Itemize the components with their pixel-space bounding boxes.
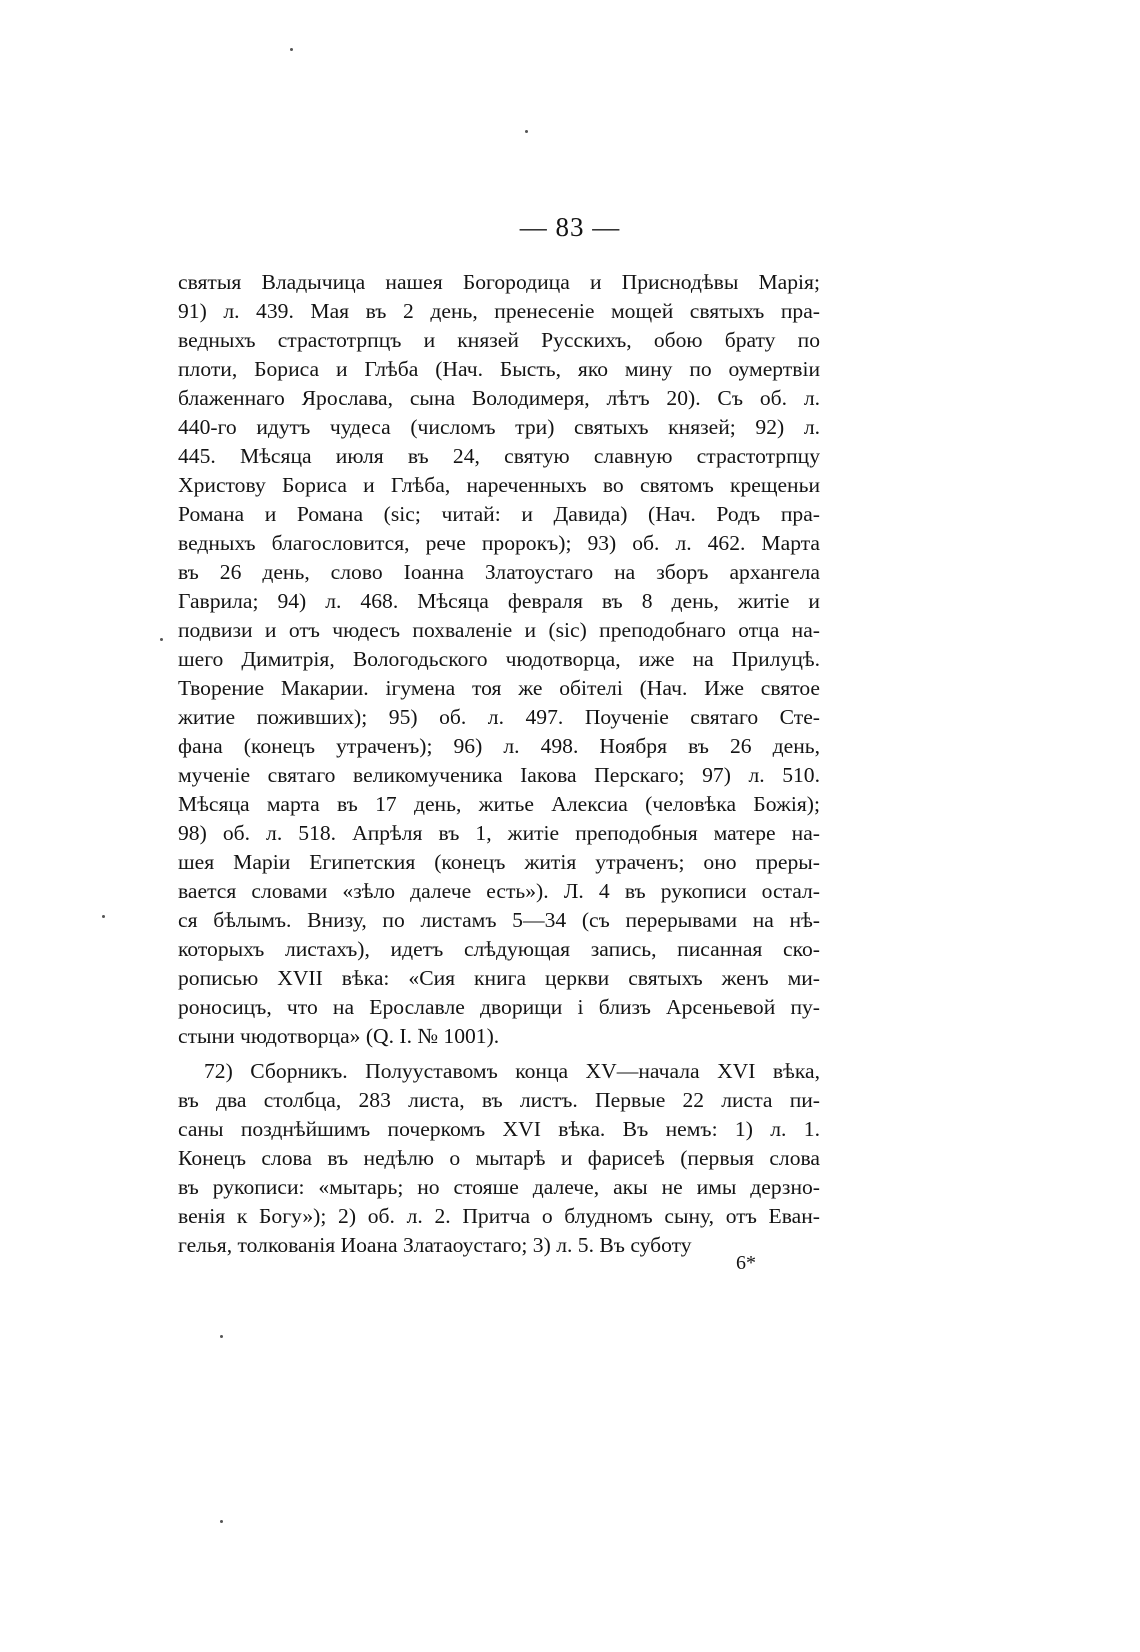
text-line: житие поживших); 95) об. л. 497. Поученіе святаго Сте- — [178, 705, 820, 729]
text-line: Конецъ слова въ недѣлю о мытарѣ и фарисеѣ (первыя слова — [178, 1146, 820, 1170]
text-line: венія к Богу»); 2) об. л. 2. Притча о блудномъ сыну, отъ Еван- — [178, 1204, 820, 1228]
text-line: въ рукописи: «мытарь; но стояше далече, акы не имы дерзно- — [178, 1175, 820, 1199]
text-line: шея Маріи Египетския (конецъ житія утраченъ; оно преры- — [178, 850, 820, 874]
text-line: Творение Макарии. ігумена тоя же обітелі (Нач. Иже святое — [178, 676, 820, 700]
text-line: вается словами «зѣло далече есть»). Л. 4 въ рукописи остал- — [178, 879, 820, 903]
text-line: роносицъ, что на Ерославле дворищи і близъ Арсеньевой пу- — [178, 995, 820, 1019]
text-line: ведныхъ благословится, рече пророкъ); 93) об. л. 462. Марта — [178, 531, 820, 555]
text-line: шего Димитрія, Вологодьского чюдотворца, иже на Прилуцѣ. — [178, 647, 820, 671]
text-line: которыхъ листахъ), идетъ слѣдующая запись, писанная ско- — [178, 937, 820, 961]
scan-speck — [102, 915, 105, 918]
text-line: мученіе святаго великомученика Іакова Перскаго; 97) л. 510. — [178, 763, 820, 787]
text-line: 440-го идутъ чудеса (числомъ три) святыхъ князей; 92) л. — [178, 415, 820, 439]
text-line: въ два столбца, 283 листа, въ листъ. Первые 22 листа пи- — [178, 1088, 820, 1112]
text-line: плоти, Бориса и Глѣба (Нач. Бысть, яко мину по оумертвіи — [178, 357, 820, 381]
text-line: 98) об. л. 518. Апрѣля въ 1, житіе преподобныя матере на- — [178, 821, 820, 845]
text-line: блаженнаго Ярослава, сына Володимеря, лѣтъ 20). Съ об. л. — [178, 386, 820, 410]
text-line: фана (конецъ утраченъ); 96) л. 498. Ноября въ 26 день, — [178, 734, 820, 758]
text-line: Мѣсяца марта въ 17 день, житье Алексиа (человѣка Божія); — [178, 792, 820, 816]
text-line: ведныхъ страстотрпцъ и князей Русскихъ, обою брату по — [178, 328, 820, 352]
body-text — [178, 268, 820, 1260]
text-line: саны позднѣйшимъ почеркомъ XVI вѣка. Въ немъ: 1) л. 1. — [178, 1117, 820, 1141]
text-line: Христову Бориса и Глѣба, нареченныхъ во святомъ крещеньи — [178, 473, 820, 497]
text-line: въ 26 день, слово Іоанна Златоустаго на зборъ архангела — [178, 560, 820, 584]
scan-speck — [160, 638, 163, 641]
page-number: — 83 — — [519, 212, 621, 242]
text-line: 91) л. 439. Мая въ 2 день, пренесеніе мощей святыхъ пра- — [178, 299, 820, 323]
text-line: Романа и Романа (sic; читай: и Давида) (Нач. Родъ пра- — [178, 502, 820, 526]
scan-speck — [220, 1335, 223, 1338]
scan-speck — [220, 1520, 223, 1523]
signature-mark: 6* — [736, 1252, 756, 1274]
text-line: Гаврила; 94) л. 468. Мѣсяца февраля въ 8 день, житіе и — [178, 589, 820, 613]
scan-speck — [290, 48, 293, 51]
paragraph-1 — [178, 268, 820, 1051]
text-line: рописью XVII вѣка: «Сия книга церкви святыхъ женъ ми- — [178, 966, 820, 990]
text-line: гелья, толкованія Иоана Златаоустаго; 3) л. 5. Въ суботу — [178, 1233, 692, 1257]
text-line: 445. Мѣсяца июля въ 24, святую славную страстотрпцу — [178, 444, 820, 468]
scan-speck — [525, 130, 528, 133]
text-line: ся бѣлымъ. Внизу, по листамъ 5—34 (съ перерывами на нѣ- — [178, 908, 820, 932]
text-line: святыя Владычица нашея Богородица и Приснодѣвы Марія; — [178, 270, 820, 294]
paragraph-2 — [178, 1057, 820, 1260]
text-line: стыни чюдотворца» (Q. I. № 1001). — [178, 1024, 500, 1048]
text-line: 72) Сборникъ. Полууставомъ конца XV—начала XVI вѣка, — [204, 1059, 820, 1083]
text-line: подвизи и отъ чюдесъ похваленіе и (sic) преподобнаго отца на- — [178, 618, 820, 642]
